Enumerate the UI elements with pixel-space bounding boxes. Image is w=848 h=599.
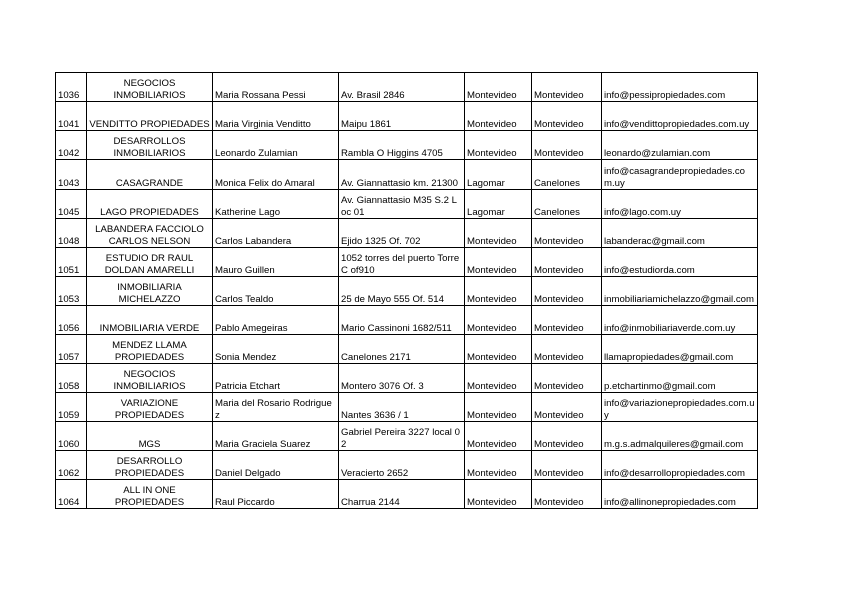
cell-city: Montevideo (465, 306, 532, 335)
cell-department: Montevideo (532, 480, 602, 509)
cell-agency-name: LABANDERA FACCIOLO CARLOS NELSON (87, 219, 213, 248)
table-row (56, 190, 758, 219)
cell-city: Lagomar (465, 160, 532, 190)
cell-id: 1064 (56, 480, 87, 509)
cell-address: 25 de Mayo 555 Of. 514 (339, 277, 465, 306)
cell-contact: Patricia Etchart (213, 364, 339, 393)
cell-id: 1041 (56, 102, 87, 131)
cell-city: Montevideo (465, 131, 532, 160)
cell-city: Montevideo (465, 73, 532, 102)
cell-department: Montevideo (532, 248, 602, 277)
cell-contact: Carlos Labandera (213, 219, 339, 248)
cell-department: Montevideo (532, 219, 602, 248)
cell-address: 1052 torres del puerto Torre C of910 (339, 248, 465, 277)
cell-contact: Carlos Tealdo (213, 277, 339, 306)
table-row (56, 219, 758, 248)
cell-department: Montevideo (532, 131, 602, 160)
cell-address: Gabriel Pereira 3227 local 02 (339, 422, 465, 451)
cell-email: info@inmobiliariaverde.com.uy (602, 306, 758, 335)
cell-agency-name: ESTUDIO DR RAUL DOLDAN AMARELLI (87, 248, 213, 277)
table-body (56, 73, 758, 509)
cell-agency-name: DESARROLLOS INMOBILIARIOS (87, 131, 213, 160)
cell-id: 1048 (56, 219, 87, 248)
cell-address: Mario Cassinoni 1682/511 (339, 306, 465, 335)
cell-email: info@pessipropiedades.com (602, 73, 758, 102)
table-row (56, 73, 758, 102)
cell-city: Montevideo (465, 393, 532, 422)
cell-department: Montevideo (532, 364, 602, 393)
cell-address: Ejido 1325 Of. 702 (339, 219, 465, 248)
table-row (56, 364, 758, 393)
cell-email: labanderac@gmail.com (602, 219, 758, 248)
cell-city: Montevideo (465, 277, 532, 306)
agency-table (55, 72, 758, 509)
cell-email: info@lago.com.uy (602, 190, 758, 219)
cell-id: 1056 (56, 306, 87, 335)
cell-department: Montevideo (532, 335, 602, 364)
cell-contact: Daniel Delgado (213, 451, 339, 480)
table-row (56, 393, 758, 422)
cell-agency-name: NEGOCIOS INMOBILIARIOS (87, 364, 213, 393)
cell-city: Montevideo (465, 451, 532, 480)
cell-department: Montevideo (532, 393, 602, 422)
cell-email: info@desarrollopropiedades.com (602, 451, 758, 480)
cell-city: Montevideo (465, 102, 532, 131)
cell-email: info@casagrandepropiedades.com.uy (602, 160, 758, 190)
cell-id: 1060 (56, 422, 87, 451)
cell-id: 1059 (56, 393, 87, 422)
cell-contact: Mauro Guillen (213, 248, 339, 277)
cell-id: 1051 (56, 248, 87, 277)
cell-department: Montevideo (532, 306, 602, 335)
cell-agency-name: MGS (87, 422, 213, 451)
cell-id: 1036 (56, 73, 87, 102)
cell-address: Montero 3076 Of. 3 (339, 364, 465, 393)
table-row (56, 422, 758, 451)
cell-email: info@vendittopropiedades.com.uy (602, 102, 758, 131)
table-row (56, 160, 758, 190)
cell-email: info@variazionepropiedades.com.uy (602, 393, 758, 422)
cell-department: Montevideo (532, 451, 602, 480)
cell-email: llamapropiedades@gmail.com (602, 335, 758, 364)
cell-address: Rambla O Higgins 4705 (339, 131, 465, 160)
cell-id: 1057 (56, 335, 87, 364)
cell-address: Veracierto 2652 (339, 451, 465, 480)
cell-agency-name: VENDITTO PROPIEDADES (87, 102, 213, 131)
cell-agency-name: INMOBILIARIA VERDE (87, 306, 213, 335)
cell-department: Canelones (532, 190, 602, 219)
table-row (56, 131, 758, 160)
cell-contact: Maria Rossana Pessi (213, 73, 339, 102)
cell-email: leonardo@zulamian.com (602, 131, 758, 160)
cell-contact: Monica Felix do Amaral (213, 160, 339, 190)
cell-address: Av. Brasil 2846 (339, 73, 465, 102)
cell-id: 1053 (56, 277, 87, 306)
table-row (56, 335, 758, 364)
cell-agency-name: CASAGRANDE (87, 160, 213, 190)
cell-city: Montevideo (465, 219, 532, 248)
cell-city: Montevideo (465, 480, 532, 509)
cell-city: Montevideo (465, 335, 532, 364)
cell-city: Montevideo (465, 422, 532, 451)
cell-agency-name: VARIAZIONE PROPIEDADES (87, 393, 213, 422)
cell-contact: Leonardo Zulamian (213, 131, 339, 160)
cell-address: Maipu 1861 (339, 102, 465, 131)
table-row (56, 102, 758, 131)
cell-agency-name: MENDEZ LLAMA PROPIEDADES (87, 335, 213, 364)
cell-email: m.g.s.admalquileres@gmail.com (602, 422, 758, 451)
table-row (56, 277, 758, 306)
cell-address: Charrua 2144 (339, 480, 465, 509)
table-row (56, 451, 758, 480)
cell-address: Canelones 2171 (339, 335, 465, 364)
cell-department: Montevideo (532, 73, 602, 102)
cell-id: 1058 (56, 364, 87, 393)
cell-contact: Maria Virginia Venditto (213, 102, 339, 131)
cell-id: 1042 (56, 131, 87, 160)
cell-address: Av. Giannattasio M35 S.2 Loc 01 (339, 190, 465, 219)
cell-email: info@allinonepropiedades.com (602, 480, 758, 509)
cell-email: inmobiliariamichelazzo@gmail.com (602, 277, 758, 306)
cell-agency-name: INMOBILIARIA MICHELAZZO (87, 277, 213, 306)
cell-city: Montevideo (465, 248, 532, 277)
cell-agency-name: ALL IN ONE PROPIEDADES (87, 480, 213, 509)
cell-agency-name: LAGO PROPIEDADES (87, 190, 213, 219)
cell-department: Montevideo (532, 277, 602, 306)
cell-city: Montevideo (465, 364, 532, 393)
cell-contact: Maria del Rosario Rodriguez (213, 393, 339, 422)
cell-contact: Sonia Mendez (213, 335, 339, 364)
cell-email: info@estudiorda.com (602, 248, 758, 277)
cell-id: 1062 (56, 451, 87, 480)
table-row (56, 306, 758, 335)
cell-department: Canelones (532, 160, 602, 190)
cell-department: Montevideo (532, 102, 602, 131)
table-row (56, 480, 758, 509)
cell-address: Av. Giannattasio km. 21300 (339, 160, 465, 190)
cell-contact: Pablo Amegeiras (213, 306, 339, 335)
cell-city: Lagomar (465, 190, 532, 219)
cell-id: 1045 (56, 190, 87, 219)
cell-agency-name: NEGOCIOS INMOBILIARIOS (87, 73, 213, 102)
table-row (56, 248, 758, 277)
cell-department: Montevideo (532, 422, 602, 451)
cell-agency-name: DESARROLLO PROPIEDADES (87, 451, 213, 480)
cell-id: 1043 (56, 160, 87, 190)
cell-contact: Katherine Lago (213, 190, 339, 219)
cell-email: p.etchartinmo@gmail.com (602, 364, 758, 393)
cell-contact: Maria Graciela Suarez (213, 422, 339, 451)
cell-contact: Raul Piccardo (213, 480, 339, 509)
cell-address: Nantes 3636 / 1 (339, 393, 465, 422)
